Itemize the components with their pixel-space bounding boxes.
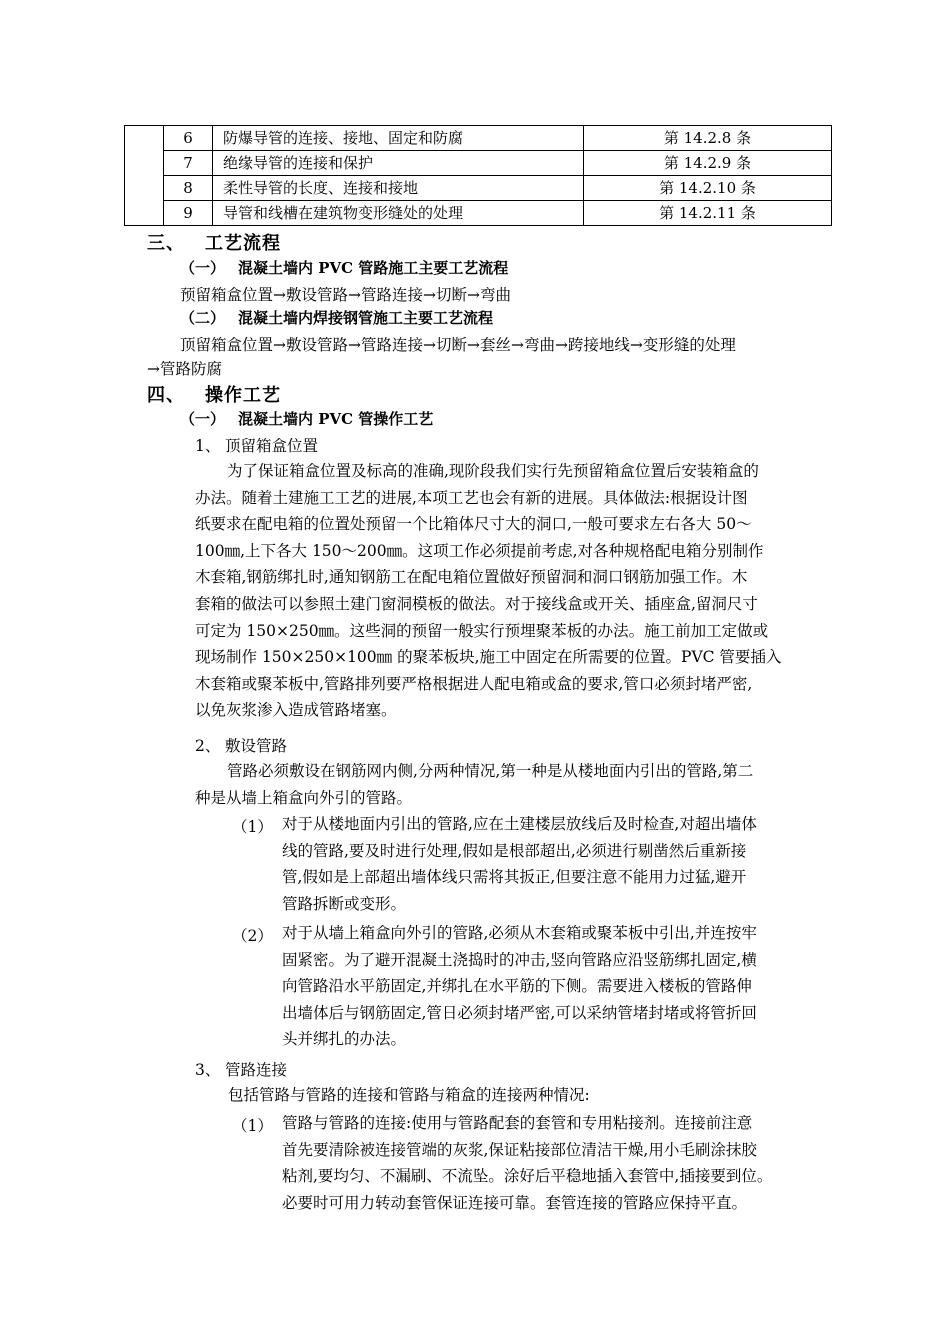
- list-item: 管路与管路的连接:使用与管路配套的套管和专用粘接剂。连接前注意 首先要清除被连接管端的灰浆,保证粘接部位清洁干燥,用小毛刷涂抹胶 粘剂,要均匀、不漏刷、不流坠。涂好后平稳地插入套管中,插接要到位。 必要时可用力转动套管保证连接可靠。套管连接的管路应保持平直。: [282, 1114, 773, 1212]
- section-title: 工艺流程: [205, 233, 281, 254]
- process-flow-text: →管路防腐: [147, 360, 222, 378]
- paragraph: 管路必须敷设在钢筋网内侧,分两种情况,第一种是从楼地面内引出的管路,第二 种是从墙上箱盒向外引的管路。: [195, 762, 754, 807]
- list-item-number: （2）: [232, 927, 273, 945]
- row-item: 导管和线槽在建筑物变形缝处的处理: [213, 201, 584, 226]
- row-clause: 第 14.2.11 条: [584, 201, 832, 226]
- list-item: 对于从墙上箱盒向外引的管路,必须从木套箱或聚苯板中引出,并连按牢 固紧密。为了避开混凝土浇捣时的冲击,竖向管路应沿竖筋绑扎固定,横 向管路沿水平筋固定,并绑扎在水平筋的下侧。需要进入楼板的管路伸 出墙体后与钢筋固定,管日必须封堵严密,可以采纳管堵封堵或将管折回 头并绑扎的办法。: [282, 924, 757, 1049]
- table-row: [125, 176, 832, 201]
- section-4-heading: [147, 381, 281, 407]
- paragraph: 为了保证箱盒位置及标高的准确,现阶段我们实行先预留箱盒位置后安装箱盒的 办法。随着土建施工工艺的进展,本项工艺也会有新的进展。具体做法:根据设计图 纸要求在配电箱的位置处预留一个比箱体尺寸大的洞口,一般可要求左右各大 50～ 100㎜,上下各大 150～200㎜。这项工作必须提前考虑,对各种规格配电箱分别制作 木套箱,钢筋绑扎时,通知钢筋工在配电箱位置做好预留洞和洞口钢筋加强工作。木 套箱的做法可以参照土建门窗洞模板的做法。对于接线盒或开关、插座盒,留洞尺寸 可定为 150×250㎜。这些洞的预留一般实行预埋聚苯板的办法。施工前加工定做或 现场制作 150×250×100㎜ 的聚苯板块,施工中固定在所需要的位置。PVC 管要插入 木套箱或聚苯板中,管路排列要严格根据进人配电箱或盒的要求,管口必须封堵严密, 以免灰浆渗入造成管路堵塞。: [195, 462, 782, 720]
- row-number: 6: [164, 126, 213, 151]
- process-flow-text: 预留箱盒位置→敷设管路→管路连接→切断→弯曲: [180, 286, 511, 304]
- row-item: 防爆导管的连接、接地、固定和防腐: [213, 126, 584, 151]
- row-clause: 第 14.2.10 条: [584, 176, 832, 201]
- paragraph: 包括管路与管路的连接和管路与箱盒的连接两种情况:: [228, 1086, 590, 1104]
- step-heading: 2、 敷设管路: [195, 737, 288, 755]
- table-row: [125, 126, 832, 151]
- list-item-number: （1）: [232, 1117, 273, 1135]
- step-heading: 3、 管路连接: [195, 1061, 288, 1079]
- subsection-heading: （二） 混凝土墙内焊接钢管施工主要工艺流程: [180, 309, 494, 327]
- list-item-number: （1）: [232, 818, 273, 836]
- row-clause: 第 14.2.9 条: [584, 151, 832, 176]
- row-item: 绝缘导管的连接和保护: [213, 151, 584, 176]
- table-row: [125, 201, 832, 226]
- row-number: 7: [164, 151, 213, 176]
- row-number: 9: [164, 201, 213, 226]
- section-3-heading: [147, 229, 281, 255]
- row-item: 柔性导管的长度、连接和接地: [213, 176, 584, 201]
- section-number: 三、: [147, 233, 185, 254]
- step-heading: 1、 顶留箱盒位置: [195, 437, 319, 455]
- list-item: 对于从楼地面内引出的管路,应在土建楼层放线后及时检查,对超出墙体 线的管路,要及时进行处理,假如是根部超出,必须进行剔凿然后重新接 管,假如是上部超出墙体线只需将其扳正,但要注意不能用力过猛,避开 管路拆断或变形。: [282, 815, 757, 913]
- inspection-items-table: [124, 125, 832, 226]
- section-number: 四、: [147, 385, 185, 406]
- subsection-heading: （一） 混凝土墙内 PVC 管操作工艺: [180, 410, 434, 428]
- process-flow-text: 顶留箱盒位置→敷设管路→管路连接→切断→套丝→弯曲→跨接地线→变形缝的处理: [180, 336, 736, 354]
- table-merged-cell: [125, 126, 164, 226]
- section-title: 操作工艺: [205, 385, 281, 406]
- row-number: 8: [164, 176, 213, 201]
- subsection-heading: （一） 混凝土墙内 PVC 管路施工主要工艺流程: [180, 259, 509, 277]
- table-row: [125, 151, 832, 176]
- row-clause: 第 14.2.8 条: [584, 126, 832, 151]
